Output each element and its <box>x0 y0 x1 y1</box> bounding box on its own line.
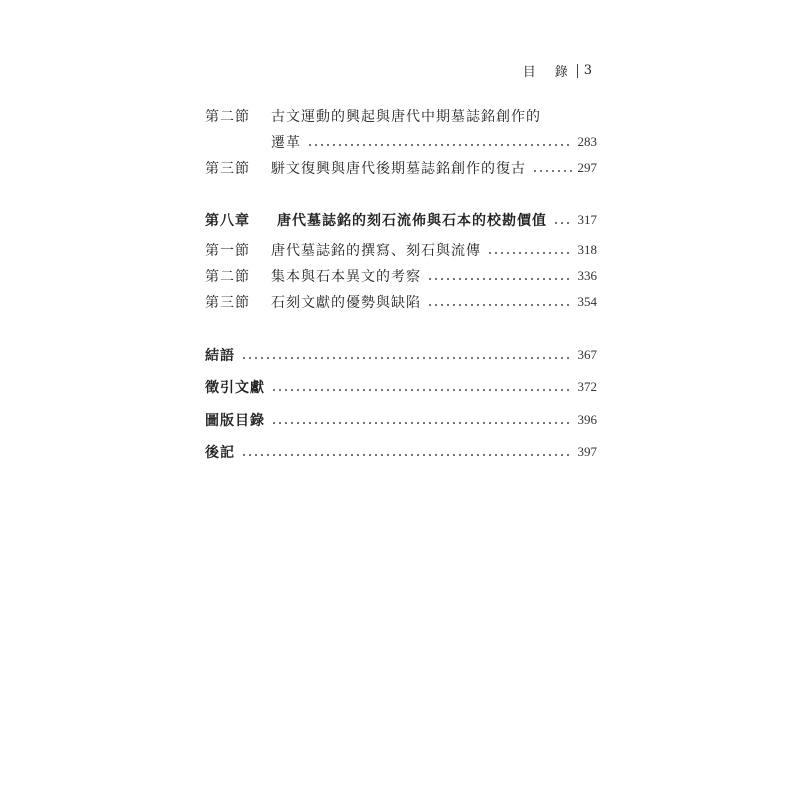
toc-entry-page: 297 <box>577 160 597 175</box>
toc-chapter-page: 317 <box>577 212 597 227</box>
leader-dots <box>241 357 572 359</box>
toc-entry[interactable] <box>205 239 597 261</box>
toc-backmatter[interactable] <box>205 344 597 366</box>
toc-backmatter-page: 367 <box>577 347 597 362</box>
toc-entry-label: 第一節 <box>205 243 250 259</box>
toc-entry[interactable] <box>205 157 597 179</box>
toc-backmatter[interactable] <box>205 441 597 463</box>
toc-backmatter[interactable] <box>205 409 597 431</box>
toc-entry-page: 354 <box>577 294 597 309</box>
leader-dots <box>241 454 572 456</box>
toc-backmatter-page: 396 <box>577 412 597 427</box>
toc-entry-title: 古文運動的興起與唐代中期墓誌銘創作的 <box>271 109 541 125</box>
leader-dots <box>271 422 572 424</box>
header-page-number: 3 <box>583 63 595 78</box>
toc-backmatter-page: 397 <box>577 444 597 459</box>
toc-entry[interactable] <box>271 131 597 153</box>
toc-entry-label: 第三節 <box>205 295 250 311</box>
toc-backmatter-label: 結語 <box>205 348 235 364</box>
toc-chapter-title: 唐代墓誌銘的刻石流佈與石本的校勘價值 <box>277 213 547 229</box>
toc-backmatter-label: 後記 <box>205 445 235 461</box>
toc-backmatter-label: 圖版目錄 <box>205 413 265 429</box>
toc-chapter[interactable] <box>205 209 597 231</box>
toc-entry-page: 283 <box>577 134 597 149</box>
toc-entry-title: 集本與石本異文的考察 <box>271 269 421 285</box>
toc-entry-title: 駢文復興與唐代後期墓誌銘創作的復古 <box>271 161 526 177</box>
toc-entry-label: 第三節 <box>205 161 250 177</box>
toc-chapter-label: 第八章 <box>205 213 250 229</box>
toc-entry-title: 石刻文獻的優勢與缺陷 <box>271 295 421 311</box>
toc-entry[interactable] <box>205 105 597 127</box>
leader-dots <box>487 252 572 254</box>
toc-backmatter-page: 372 <box>577 379 597 394</box>
header-title: 目 錄 <box>522 65 571 80</box>
running-header <box>523 61 595 80</box>
leader-dots <box>532 170 572 172</box>
toc-entry-label: 第二節 <box>205 109 250 125</box>
toc-backmatter[interactable] <box>205 376 597 398</box>
toc-entry[interactable] <box>205 291 597 313</box>
leader-dots <box>553 222 572 224</box>
leader-dots <box>271 389 572 391</box>
toc-entry-label: 第二節 <box>205 269 250 285</box>
toc-entry-page: 336 <box>577 268 597 283</box>
toc-entry-page: 318 <box>577 242 597 257</box>
toc-entry-title: 遷革 <box>271 135 301 151</box>
toc-entry-title: 唐代墓誌銘的撰寫、刻石與流傳 <box>271 243 481 259</box>
leader-dots <box>427 304 572 306</box>
toc-entry[interactable] <box>205 265 597 287</box>
header-divider <box>577 64 578 78</box>
leader-dots <box>307 144 572 146</box>
toc-backmatter-label: 徵引文獻 <box>205 380 265 396</box>
leader-dots <box>427 278 572 280</box>
